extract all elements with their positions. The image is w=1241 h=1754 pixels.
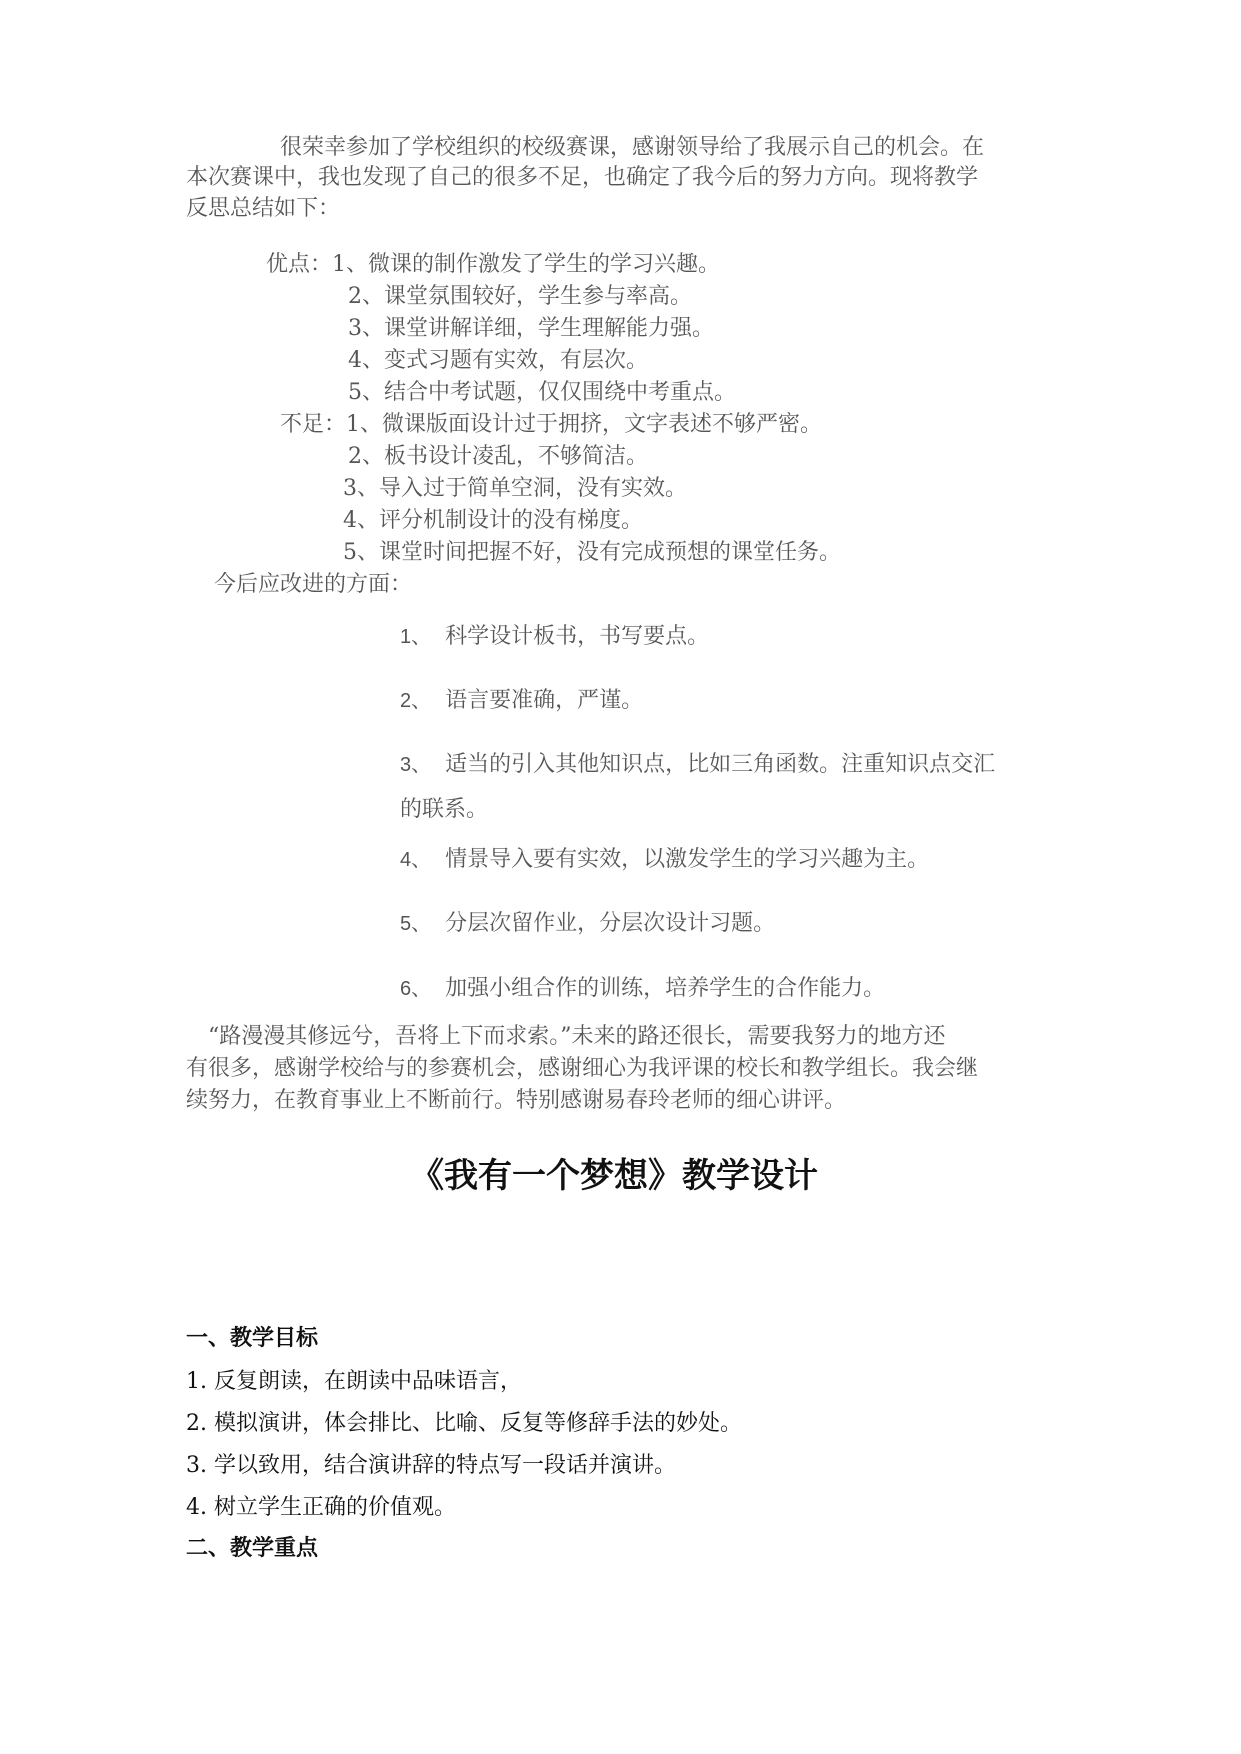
strength-item: 5、结合中考试题，仅仅围绕中考重点。 (348, 380, 736, 405)
strengths-label: 优点： (266, 252, 333, 277)
objective-item: 2. 模拟演讲，体会排比、比喻、反复等修辞手法的妙处。 (186, 1411, 742, 1436)
improvement-text: 加强小组合作的训练，培养学生的合作能力。 (445, 976, 886, 1001)
strength-item: 4、变式习题有实效，有层次。 (348, 348, 648, 373)
closing-line-3: 续努力，在教育事业上不断前行。特别感谢易春玲老师的细心讲评。 (186, 1088, 847, 1113)
improvement-text: 分层次留作业，分层次设计习题。 (445, 911, 776, 936)
improvement-text: 情景导入要有实效，以激发学生的学习兴趣为主。 (445, 847, 930, 872)
improvement-continuation: 的联系。 (400, 797, 489, 822)
improvement-number: 5、 (400, 913, 432, 935)
closing-line-2: 有很多，感谢学校给与的参赛机会，感谢细心为我评课的校长和教学组长。我会继 (186, 1056, 979, 1081)
improvement-text: 适当的引入其他知识点，比如三角函数。注重知识点交汇 (445, 752, 996, 777)
improvement-item (400, 750, 995, 780)
intro-line-1: 很荣幸参加了学校组织的校级赛课，感谢领导给了我展示自己的机会。在 (280, 135, 985, 160)
improvements-heading: 今后应改进的方面： (214, 572, 413, 597)
improvement-number: 2、 (400, 690, 432, 712)
improvement-item (400, 909, 775, 939)
improvement-item (400, 974, 885, 1004)
improvement-item (400, 686, 643, 716)
intro-line-3: 反思总结如下： (186, 196, 341, 221)
strength-item: 1、微课的制作激发了学生的学习兴趣。 (332, 252, 720, 277)
intro-line-2: 本次赛课中，我也发现了自己的很多不足，也确定了我今后的努力方向。现将教学 (186, 165, 979, 190)
improvement-number: 4、 (400, 849, 432, 871)
improvement-number: 6、 (400, 978, 432, 1000)
strength-item: 3、课堂讲解详细，学生理解能力强。 (348, 316, 714, 341)
improvement-number: 3、 (400, 754, 432, 776)
objective-item: 4. 树立学生正确的价值观。 (186, 1495, 456, 1520)
objective-item: 1. 反复朗读，在朗读中品味语言， (186, 1369, 522, 1394)
improvement-item (400, 845, 929, 875)
objective-item: 3. 学以致用，结合演讲辞的特点写一段话并演讲。 (186, 1453, 676, 1478)
improvement-text: 语言要准确，严谨。 (445, 688, 644, 713)
strength-item: 2、课堂氛围较好，学生参与率高。 (348, 284, 692, 309)
weakness-item: 4、评分机制设计的没有梯度。 (343, 508, 643, 533)
section-heading-objectives: 一、教学目标 (186, 1325, 319, 1351)
improvement-item (400, 622, 709, 652)
weakness-item: 1、微课版面设计过于拥挤，文字表述不够严密。 (346, 412, 822, 437)
improvement-text: 科学设计板书，书写要点。 (445, 624, 710, 649)
weaknesses-label: 不足： (280, 412, 347, 437)
weakness-item: 3、导入过于简单空洞，没有实效。 (343, 476, 687, 501)
improvement-number: 1、 (400, 626, 432, 648)
weakness-item: 2、板书设计凌乱，不够简洁。 (348, 444, 648, 469)
page-title: 《我有一个梦想》教学设计 (410, 1156, 818, 1196)
section-heading-key-points: 二、教学重点 (186, 1535, 319, 1561)
weakness-item: 5、课堂时间把握不好，没有完成预想的课堂任务。 (343, 540, 841, 565)
closing-line-1: “路漫漫其修远兮，吾将上下而求索。”未来的路还很长，需要我努力的地方还 (208, 1024, 946, 1049)
